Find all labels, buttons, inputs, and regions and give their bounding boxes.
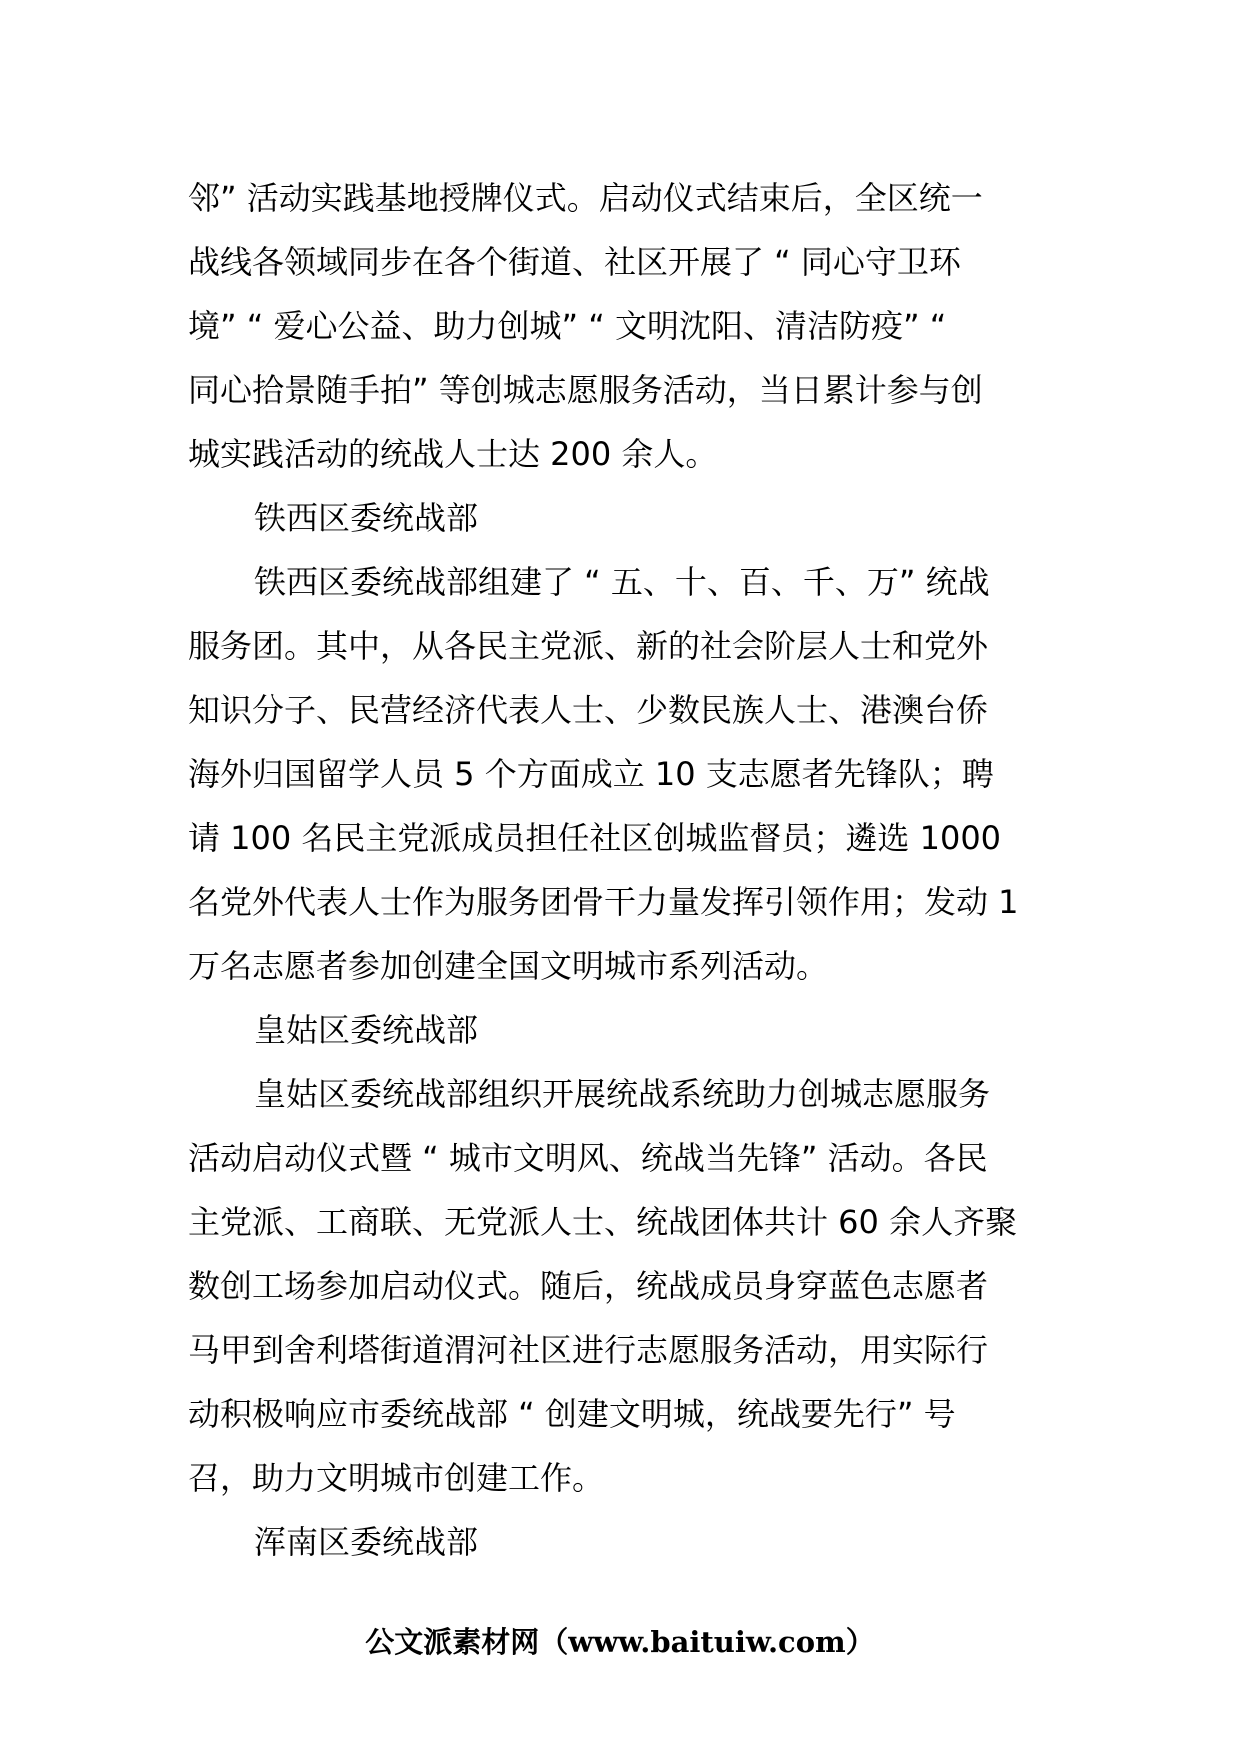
document-body	[188, 166, 1056, 1574]
section-heading-huanggu: 皇姑区委统战部	[254, 1011, 479, 1049]
text-line-1: 邻” 活动实践基地授牌仪式。启动仪式结束后，全区统一	[188, 179, 983, 217]
text-line-11: 请 100 名民主党派成员担任社区创城监督员；遴选 1000	[188, 819, 1002, 857]
text-line-16: 活动启动仪式暨 “ 城市文明风、统战当先锋” 活动。各民	[188, 1139, 988, 1177]
section-heading-tiexi: 铁西区委统战部	[254, 499, 479, 537]
text-line-21: 召，助力文明城市创建工作。	[188, 1459, 605, 1497]
text-line-18: 数创工场参加启动仪式。随后，统战成员身穿蓝色志愿者	[188, 1267, 989, 1305]
text-line-19: 马甲到舍利塔街道渭河社区进行志愿服务活动，用实际行	[188, 1331, 989, 1369]
text-line-20: 动积极响应市委统战部 “ 创建文明城，统战要先行” 号	[188, 1395, 956, 1433]
text-line-4: 同心拾景随手拍” 等创城志愿服务活动，当日累计参与创	[188, 371, 983, 409]
text-line-8: 服务团。其中，从各民主党派、新的社会阶层人士和党外	[188, 627, 989, 665]
footer-watermark: 公文派素材网（www.baituiw.com）	[365, 1625, 875, 1659]
text-line-3: 境” “ 爱心公益、助力创城” “ 文明沈阳、清洁防疫” “	[188, 307, 947, 345]
text-line-12: 名党外代表人士作为服务团骨干力量发挥引领作用；发动 1	[188, 883, 1019, 921]
text-line-9: 知识分子、民营经济代表人士、少数民族人士、港澳台侨	[188, 691, 989, 729]
section-heading-hunnan: 浑南区委统战部	[254, 1523, 479, 1561]
text-line-5: 城实践活动的统战人士达 200 余人。	[188, 435, 718, 473]
text-line-13: 万名志愿者参加创建全国文明城市系列活动。	[188, 947, 829, 985]
text-line-15: 皇姑区委统战部组织开展统战系统助力创城志愿服务	[254, 1075, 991, 1113]
text-line-10: 海外归国留学人员 5 个方面成立 10 支志愿者先锋队；聘	[188, 755, 994, 793]
text-line-2: 战线各领域同步在各个街道、社区开展了 “ 同心守卫环	[188, 243, 961, 281]
text-line-17: 主党派、工商联、无党派人士、统战团体共计 60 余人齐聚	[188, 1203, 1018, 1241]
text-line-7: 铁西区委统战部组建了 “ 五、十、百、千、万” 统战	[254, 563, 990, 601]
